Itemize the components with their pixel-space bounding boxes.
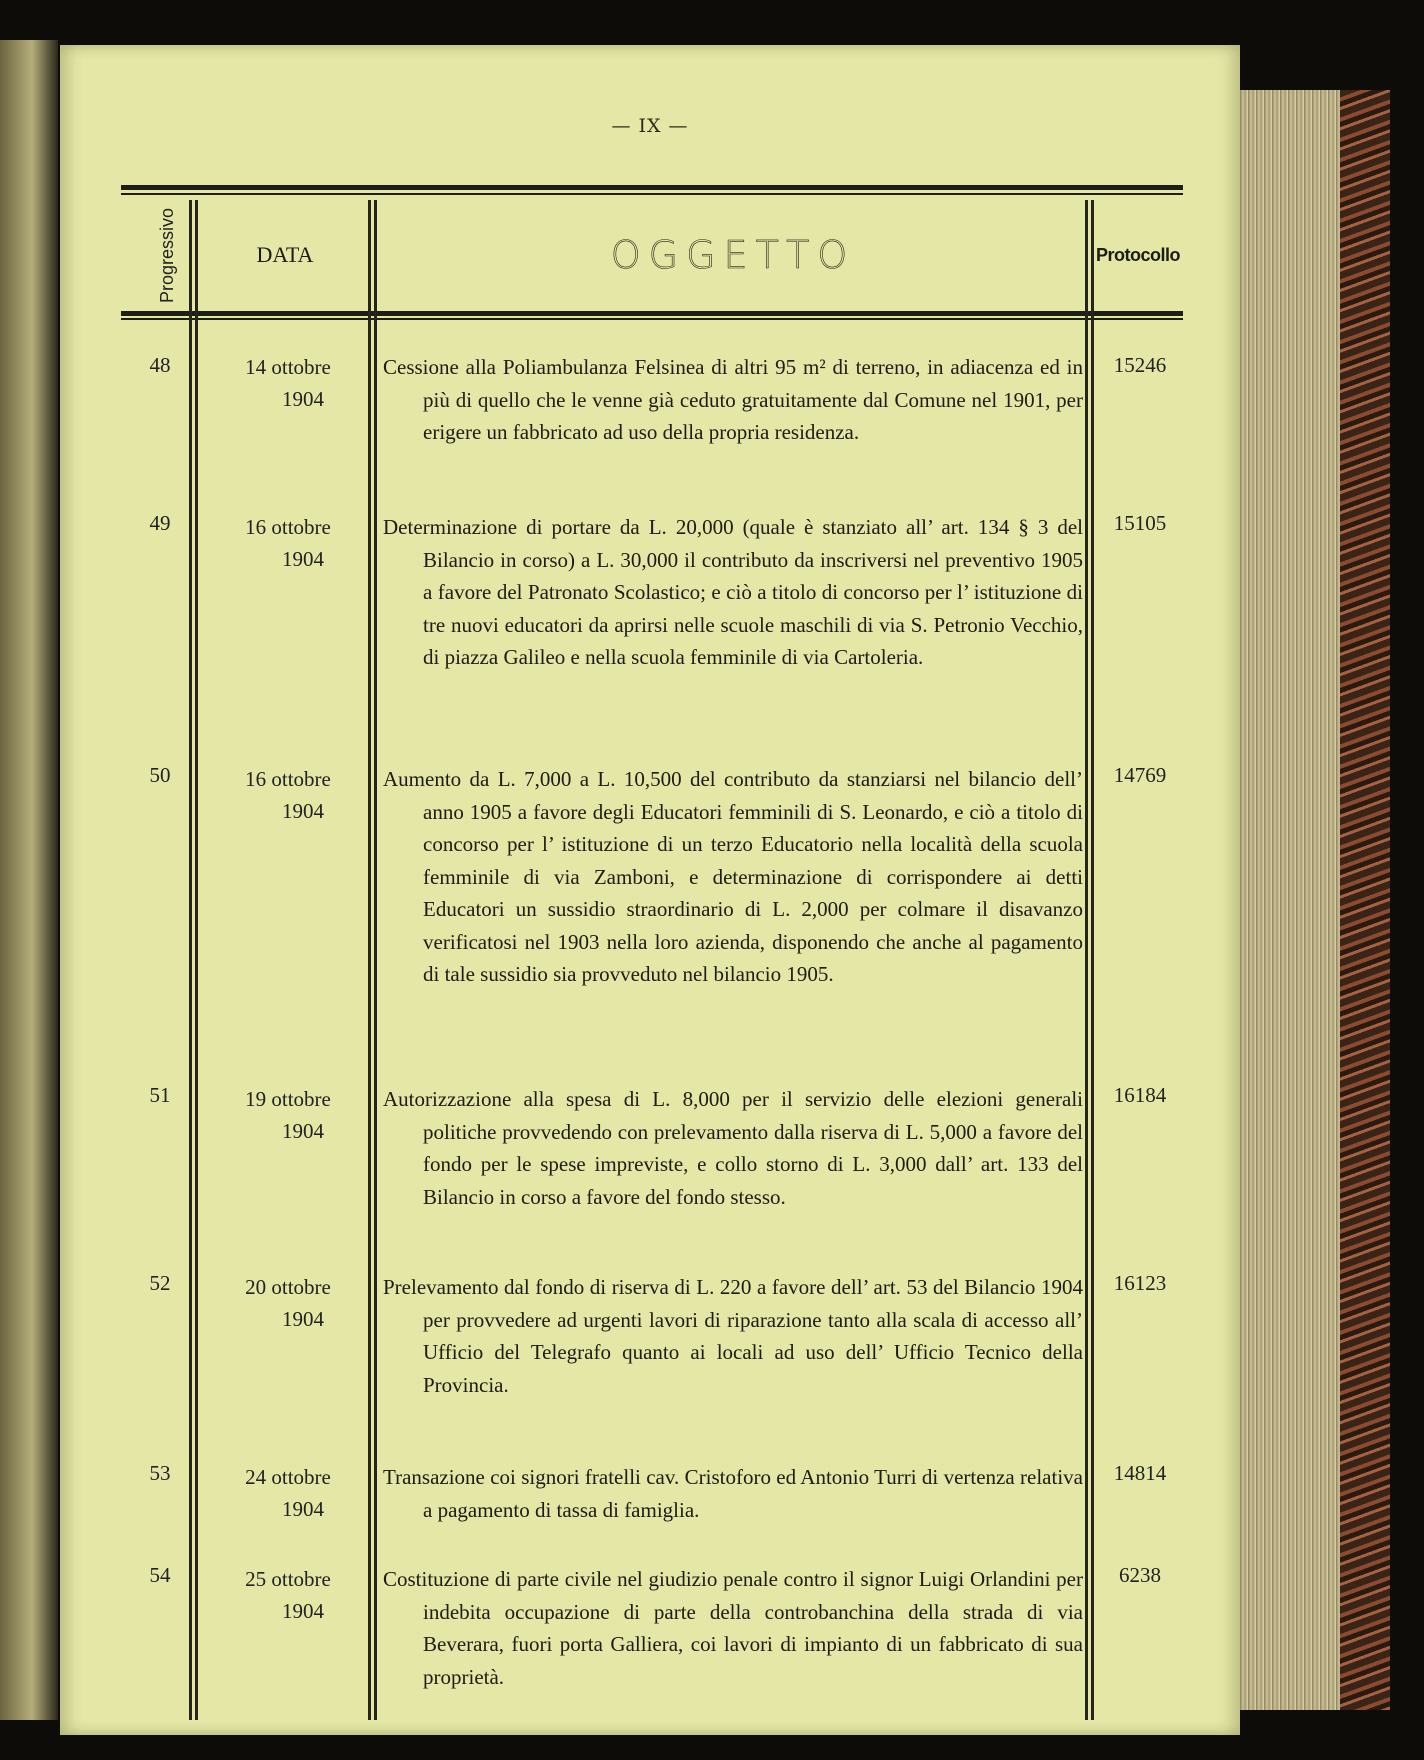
row-protocollo: 16123 xyxy=(1113,1271,1167,1295)
row-date-year: 1904 xyxy=(282,1599,324,1623)
book-cover-edge xyxy=(1340,90,1390,1710)
row-number: 50 xyxy=(149,763,171,787)
row-oggetto: Cessione alla Poliambulanza Felsinea di altri 95 m² di terreno, in adiacenza ed in più di quello che le venne già ceduto gratuitamente dal Comune nel 1901, per erigere un fabbricato ad uso della propria residenza. xyxy=(383,355,1083,444)
row-date-year: 1904 xyxy=(282,1119,324,1143)
row-oggetto: Autorizzazione alla spesa di L. 8,000 per il servizio delle elezioni generali politiche provvedendo con prelevamento dalla riserva di L. 5,000 a favore del fondo per le spese impreviste, e collo storno di L. 3,000 dall’ art. 133 del Bilancio in corso a favore del fondo stesso. xyxy=(383,1087,1083,1209)
header-progressivo-label: Progressivo xyxy=(157,207,178,303)
row-date-day: 16 ottobre xyxy=(245,515,331,539)
row-protocollo: 16184 xyxy=(1113,1083,1167,1107)
row-date xyxy=(198,351,378,415)
column-divider xyxy=(1085,200,1088,1720)
row-date-day: 19 ottobre xyxy=(245,1087,331,1111)
page-folio: — IX — xyxy=(611,115,689,137)
row-date xyxy=(198,1271,378,1335)
row-date-year: 1904 xyxy=(282,387,324,411)
header-bottom-rule-thin xyxy=(121,318,1183,320)
row-oggetto: Determinazione di portare da L. 20,000 (quale è stanziato all’ art. 134 § 3 del Bilancio in corso) a L. 30,000 il contributo da inscriversi nel preventivo 1905 a favore del Patronato Scolastico; e ciò a titolo di concorso per l’ istituzione di tre nuovi educatori da aprirsi nelle scuole maschili di via S. Petronio Vecchio, di piazza Galileo e nella scuola femminile di via Cartoleria. xyxy=(383,515,1083,669)
row-date xyxy=(198,1083,378,1147)
header-data: DATA xyxy=(256,242,314,267)
row-protocollo: 14814 xyxy=(1113,1461,1167,1485)
row-date xyxy=(198,1563,378,1627)
row-date-day: 25 ottobre xyxy=(245,1567,331,1591)
header-progressivo xyxy=(148,195,188,315)
row-number: 53 xyxy=(149,1461,171,1485)
row-oggetto: Costituzione di parte civile nel giudizio penale contro il signor Luigi Orlandini per indebita occupazione di parte della controbanchina della strada di via Beverara, fuori porta Galliera, coi lavori di impianto di un fabbricato di sua proprietà. xyxy=(383,1567,1083,1689)
row-protocollo: 15246 xyxy=(1113,353,1167,377)
row-protocollo: 6238 xyxy=(1119,1563,1161,1587)
row-date-day: 16 ottobre xyxy=(245,767,331,791)
row-protocollo: 14769 xyxy=(1113,763,1167,787)
row-number: 54 xyxy=(149,1563,171,1587)
row-oggetto: Aumento da L. 7,000 a L. 10,500 del contributo da stanziarsi nel bilancio dell’ anno 1905 a favore degli Educatori femminili di S. Leonardo, e ciò a titolo di concorso per l’ istituzione di un terzo Educatorio nella località della scuola femminile di via Zamboni, e determinazione di corrispondere ai detti Educatori un sussidio straordinario di L. 2,000 per colmare il disavanzo verificatosi nel 1903 nella loro azienda, disponendo che anche al pagamento di tale sussidio sia provveduto nel bilancio 1905. xyxy=(383,767,1083,986)
row-oggetto: Prelevamento dal fondo di riserva di L. 220 a favore dell’ art. 53 del Bilancio 1904 per provvedere ad urgenti lavori di riparazione tanto alla scala di accesso all’ Ufficio del Telegrafo quanto ai locali ad uso dell’ Ufficio Tecnico della Provincia. xyxy=(383,1275,1083,1397)
row-oggetto: Transazione coi signori fratelli cav. Cristoforo ed Antonio Turri di vertenza relativa a pagamento di tassa di famiglia. xyxy=(383,1465,1083,1522)
row-number: 49 xyxy=(149,511,171,535)
column-divider xyxy=(1091,200,1094,1720)
row-number: 52 xyxy=(149,1271,171,1295)
row-date-day: 20 ottobre xyxy=(245,1275,331,1299)
row-date-day: 24 ottobre xyxy=(245,1465,331,1489)
row-date-year: 1904 xyxy=(282,799,324,823)
header-oggetto: OGGETTO xyxy=(610,233,856,277)
row-date xyxy=(198,511,378,575)
row-date xyxy=(198,763,378,827)
row-protocollo: 15105 xyxy=(1113,511,1167,535)
header-top-rule xyxy=(121,185,1183,190)
row-date xyxy=(198,1461,378,1525)
row-date-year: 1904 xyxy=(282,547,324,571)
left-page-edge xyxy=(0,40,58,1720)
header-protocollo: Protocollo xyxy=(1096,244,1180,265)
row-number: 48 xyxy=(149,353,171,377)
register-page xyxy=(60,45,1240,1735)
column-divider xyxy=(189,200,192,1720)
row-date-year: 1904 xyxy=(282,1307,324,1331)
row-date-day: 14 ottobre xyxy=(245,355,331,379)
row-number: 51 xyxy=(149,1083,171,1107)
row-date-year: 1904 xyxy=(282,1497,324,1521)
